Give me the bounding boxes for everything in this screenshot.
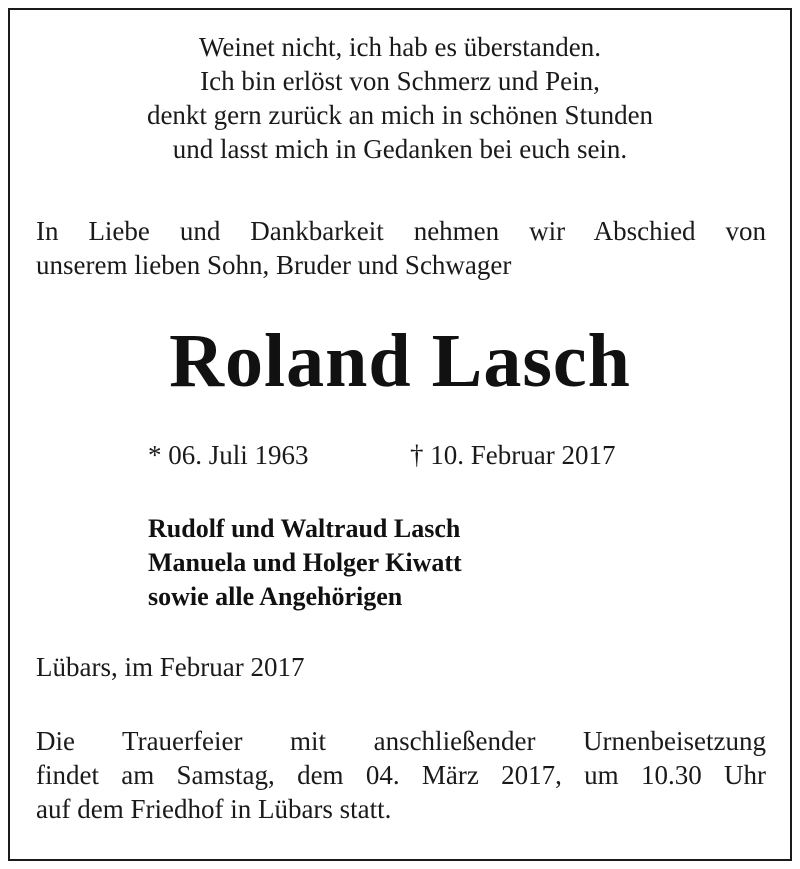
poem-line-2: Ich bin erlöst von Schmerz und Pein, — [200, 66, 600, 96]
poem-line-3: denkt gern zurück an mich in schönen Stunden — [146, 100, 654, 130]
poem-line-1: Weinet nicht, ich hab es überstanden. — [199, 32, 601, 62]
birth-date: * 06. Juli 1963 — [148, 440, 309, 470]
place-date: Lübars, im Februar 2017 — [36, 652, 305, 682]
ceremony-line-1: Die Trauerfeier mit anschließender Urnenbeisetzung — [36, 726, 766, 756]
ceremony-line-2: findet am Samstag, dem 04. März 2017, um 10.30 Uhr — [36, 760, 766, 790]
death-date: † 10. Februar 2017 — [410, 440, 616, 470]
family-line-2: Manuela und Holger Kiwatt — [148, 548, 462, 577]
intro-line-2: unserem lieben Sohn, Bruder und Schwager — [36, 250, 512, 280]
family-line-1: Rudolf und Waltraud Lasch — [148, 514, 461, 543]
deceased-name: Roland Lasch — [169, 319, 631, 403]
ceremony-line-3: auf dem Friedhof in Lübars statt. — [36, 794, 392, 824]
family-line-3: sowie alle Angehörigen — [148, 582, 403, 611]
intro-line-1: In Liebe und Dankbarkeit nehmen wir Abschied von — [36, 216, 766, 246]
poem-line-4: und lasst mich in Gedanken bei euch sein. — [172, 134, 628, 164]
